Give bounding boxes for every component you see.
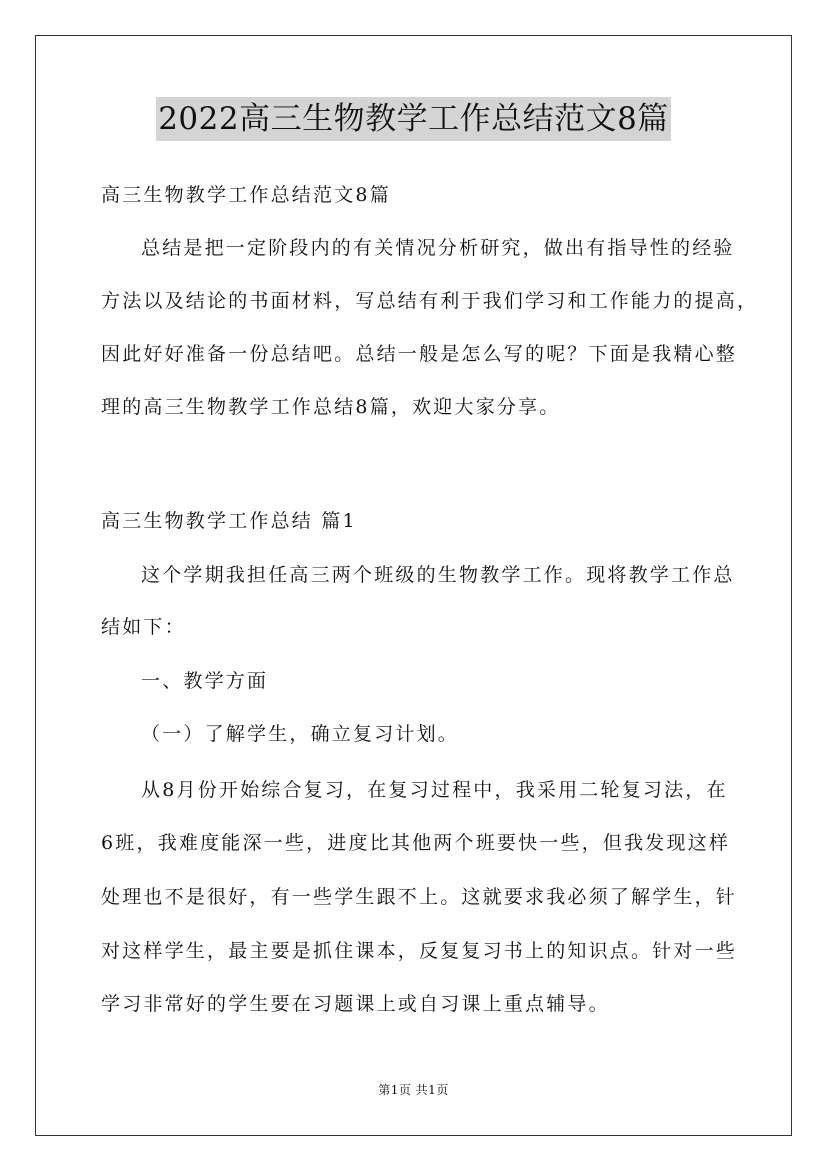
document-title: 2022高三生物教学工作总结范文8篇 — [156, 97, 671, 141]
body-line: 处理也不是很好，有一些学生跟不上。这就要求我必须了解学生，针 — [101, 886, 738, 908]
section-paragraph-line: 这个学期我担任高三两个班级的生物教学工作。现将教学工作总 — [141, 564, 735, 586]
page-number-footer: 第1页 共1页 — [378, 1083, 449, 1097]
body-line: 6班，我难度能深一些，进度比其他两个班要快一些，但我发现这样 — [101, 832, 731, 854]
subtitle: 高三生物教学工作总结范文8篇 — [101, 184, 391, 206]
body-line: 对这样学生，最主要是抓住课本，反复复习书上的知识点。针对一些 — [101, 940, 738, 962]
body-line: 从8月份开始综合复习，在复习过程中，我采用二轮复习法，在 — [141, 779, 728, 801]
section-heading: 高三生物教学工作总结 篇1 — [101, 510, 357, 532]
section-paragraph-line: 结如下： — [101, 616, 186, 638]
body-line: 学习非常好的学生要在习题课上或自习课上重点辅导。 — [101, 993, 610, 1015]
intro-line: 方法以及结论的书面材料，写总结有利于我们学习和工作能力的提高， — [101, 290, 759, 312]
title-container — [0, 97, 827, 141]
intro-line: 总结是把一定阶段内的有关情况分析研究，做出有指导性的经验 — [141, 237, 735, 259]
intro-line: 理的高三生物教学工作总结8篇，欢迎大家分享。 — [101, 396, 561, 418]
heading-1: 一、教学方面 — [141, 670, 269, 692]
intro-line: 因此好好准备一份总结吧。总结一般是怎么写的呢？下面是我精心整 — [101, 343, 738, 365]
heading-2: （一）了解学生，确立复习计划。 — [141, 723, 460, 745]
